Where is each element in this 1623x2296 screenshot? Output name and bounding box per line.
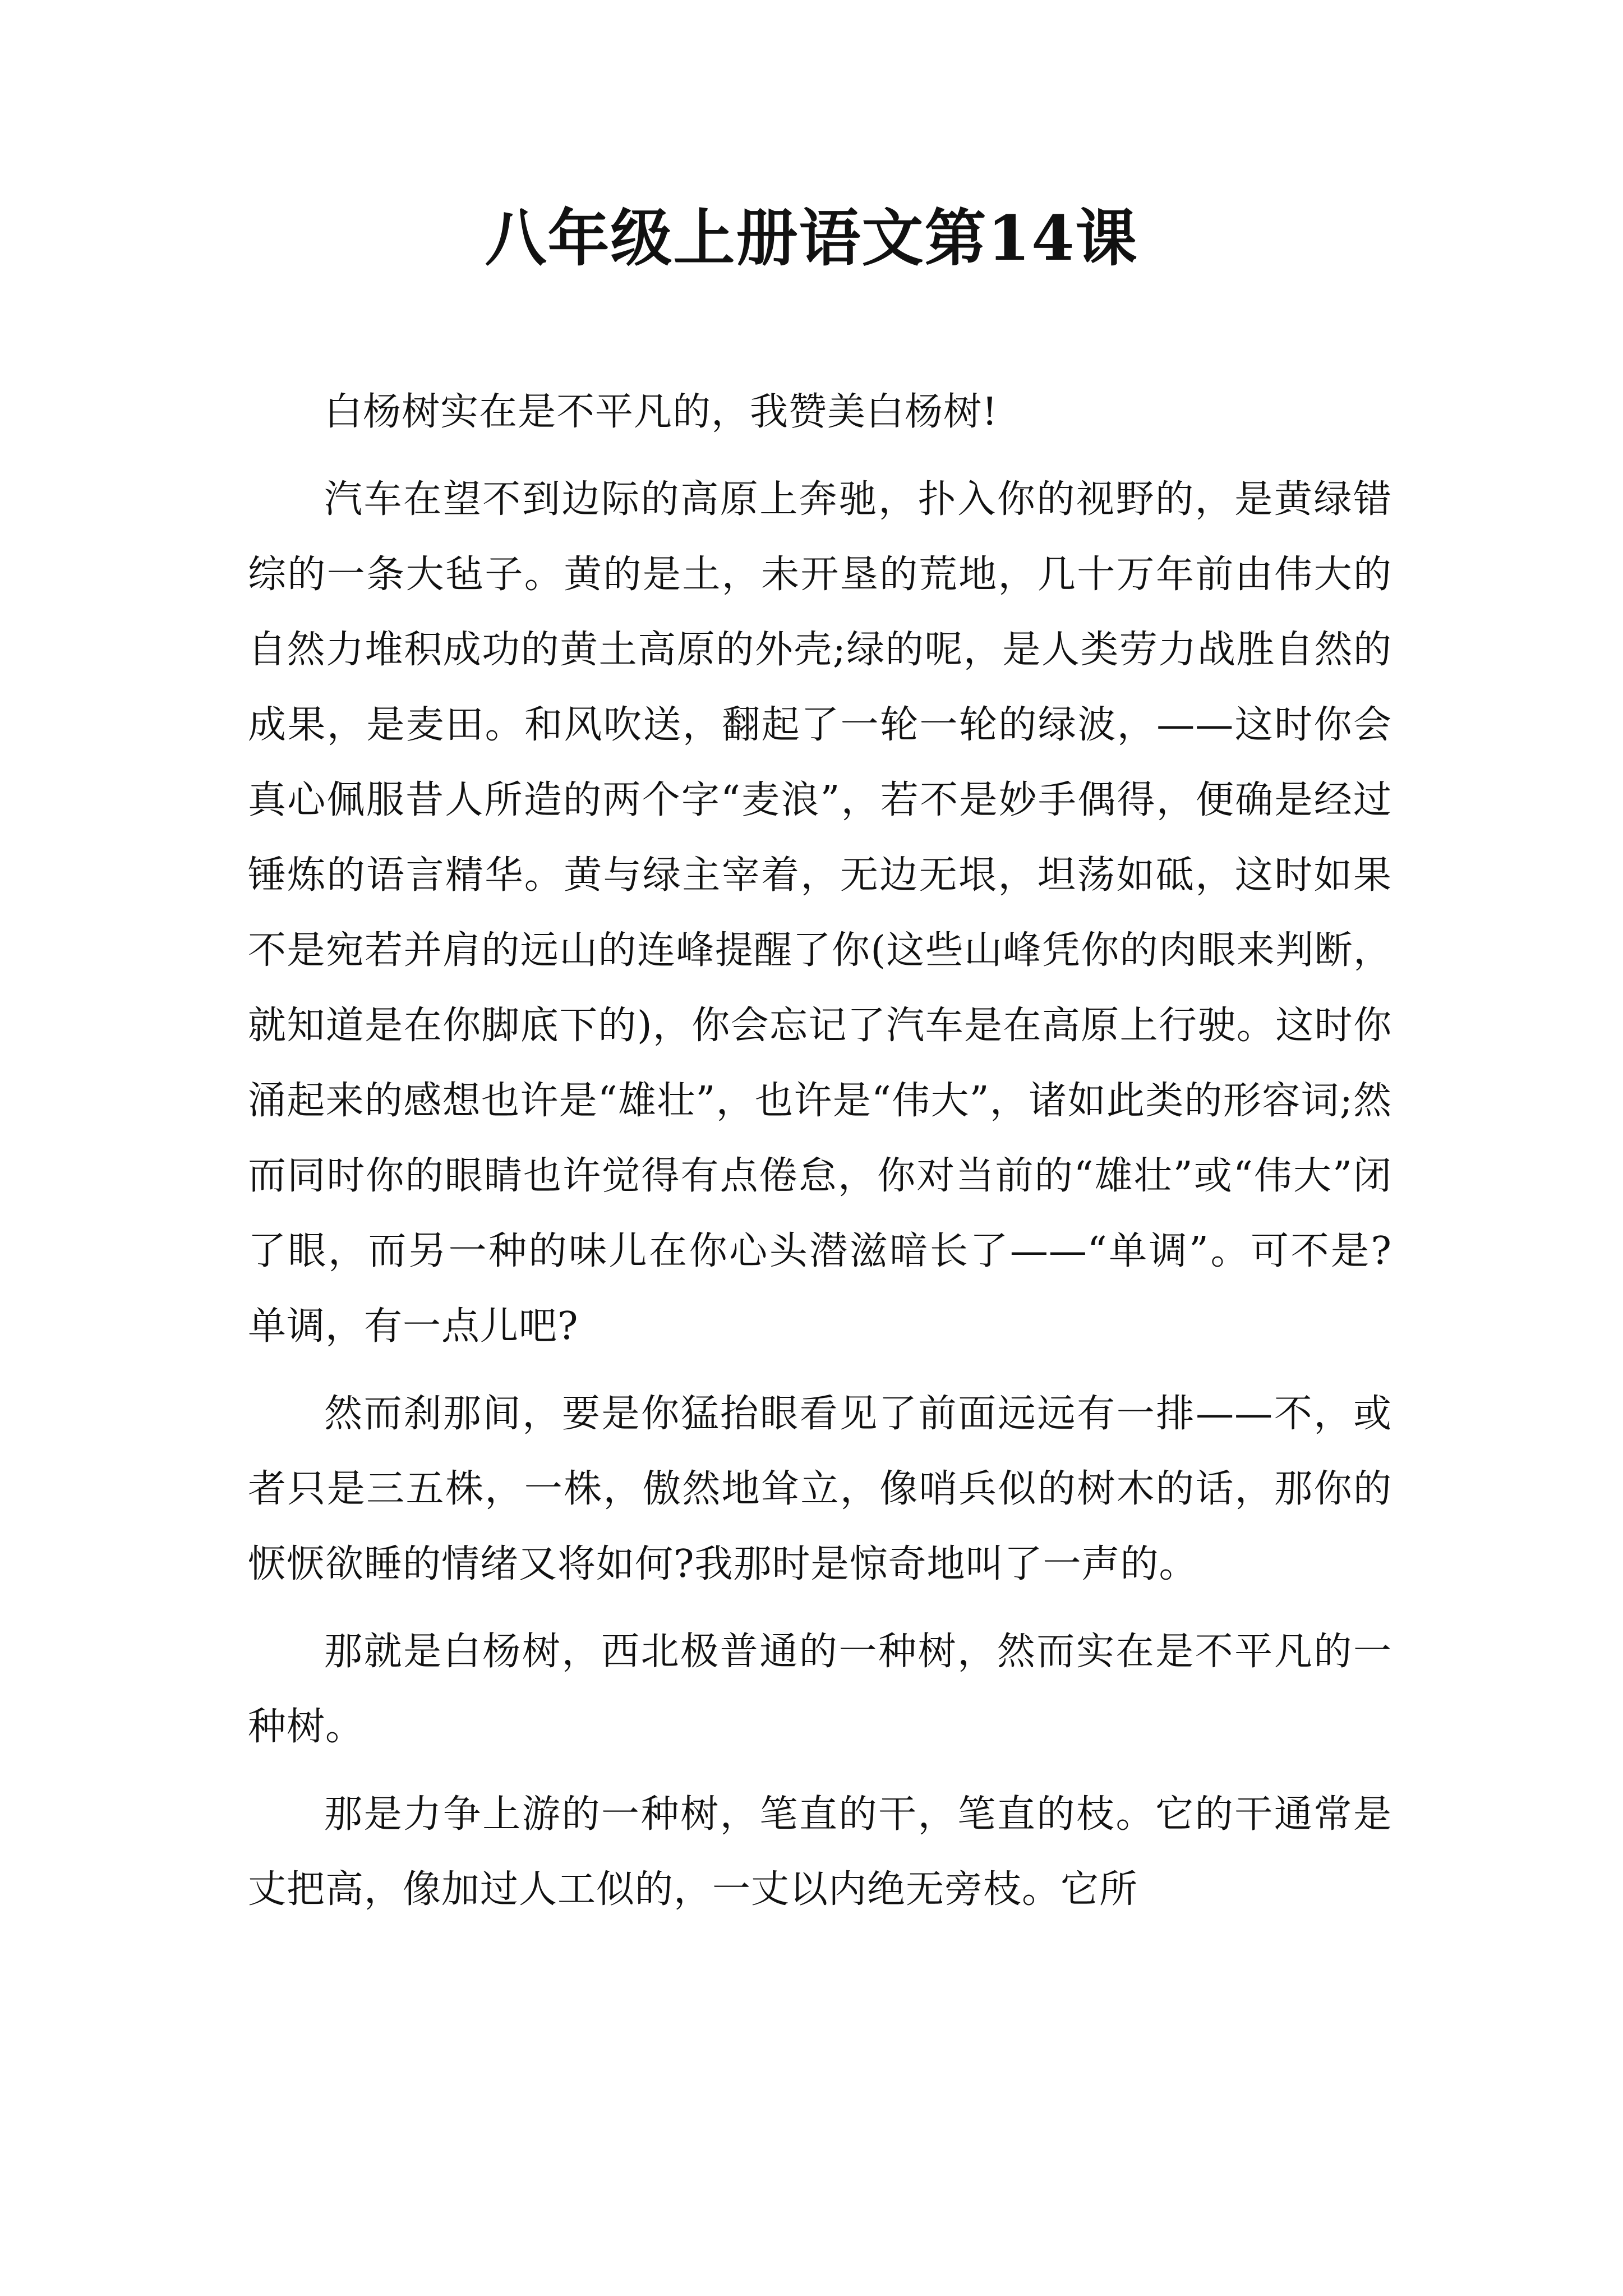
paragraph: 然而刹那间，要是你猛抬眼看见了前面远远有一排——不，或者只是三五株，一株，傲然地耸立，像哨兵似的树木的话，那你的恹恹欲睡的情绪又将如何?我那时是惊奇地叫了一声的。 [248, 1392, 1392, 1586]
paragraph: 那就是白杨树，西北极普通的一种树，然而实在是不平凡的一种树。 [248, 1630, 1392, 1749]
document-title: 八年级上册语文第14课 [485, 202, 1138, 274]
document-body [248, 375, 1392, 1927]
paragraph: 那是力争上游的一种树，笔直的干，笔直的枝。它的干通常是丈把高，像加过人工似的，一丈以内绝无旁枝。它所 [248, 1792, 1392, 1912]
paragraph: 白杨树实在是不平凡的，我赞美白杨树! [324, 390, 998, 434]
paragraph: 汽车在望不到边际的高原上奔驰，扑入你的视野的，是黄绿错综的一条大毡子。黄的是土，未开垦的荒地，几十万年前由伟大的自然力堆积成功的黄土高原的外壳;绿的呢，是人类劳力战胜自然的成果，是麦田。和风吹送，翻起了一轮一轮的绿波，——这时你会真心佩服昔人所造的两个字“麦浪”，若不是妙手偶得，便确是经过锤炼的语言精华。黄与绿主宰着，无边无垠，坦荡如砥，这时如果不是宛若并肩的远山的连峰提醒了你(这些山峰凭你的肉眼来判断，就知道是在你脚底下的)，你会忘记了汽车是在高原上行驶。这时你涌起来的感想也许是“雄壮”，也许是“伟大”，诸如此类的形容词;然而同时你的眼睛也许觉得有点倦怠，你对当前的“雄壮”或“伟大”闭了眼，而另一种的味儿在你心头潜滋暗长了——“单调”。可不是?单调，有一点儿吧? [248, 477, 1392, 1349]
